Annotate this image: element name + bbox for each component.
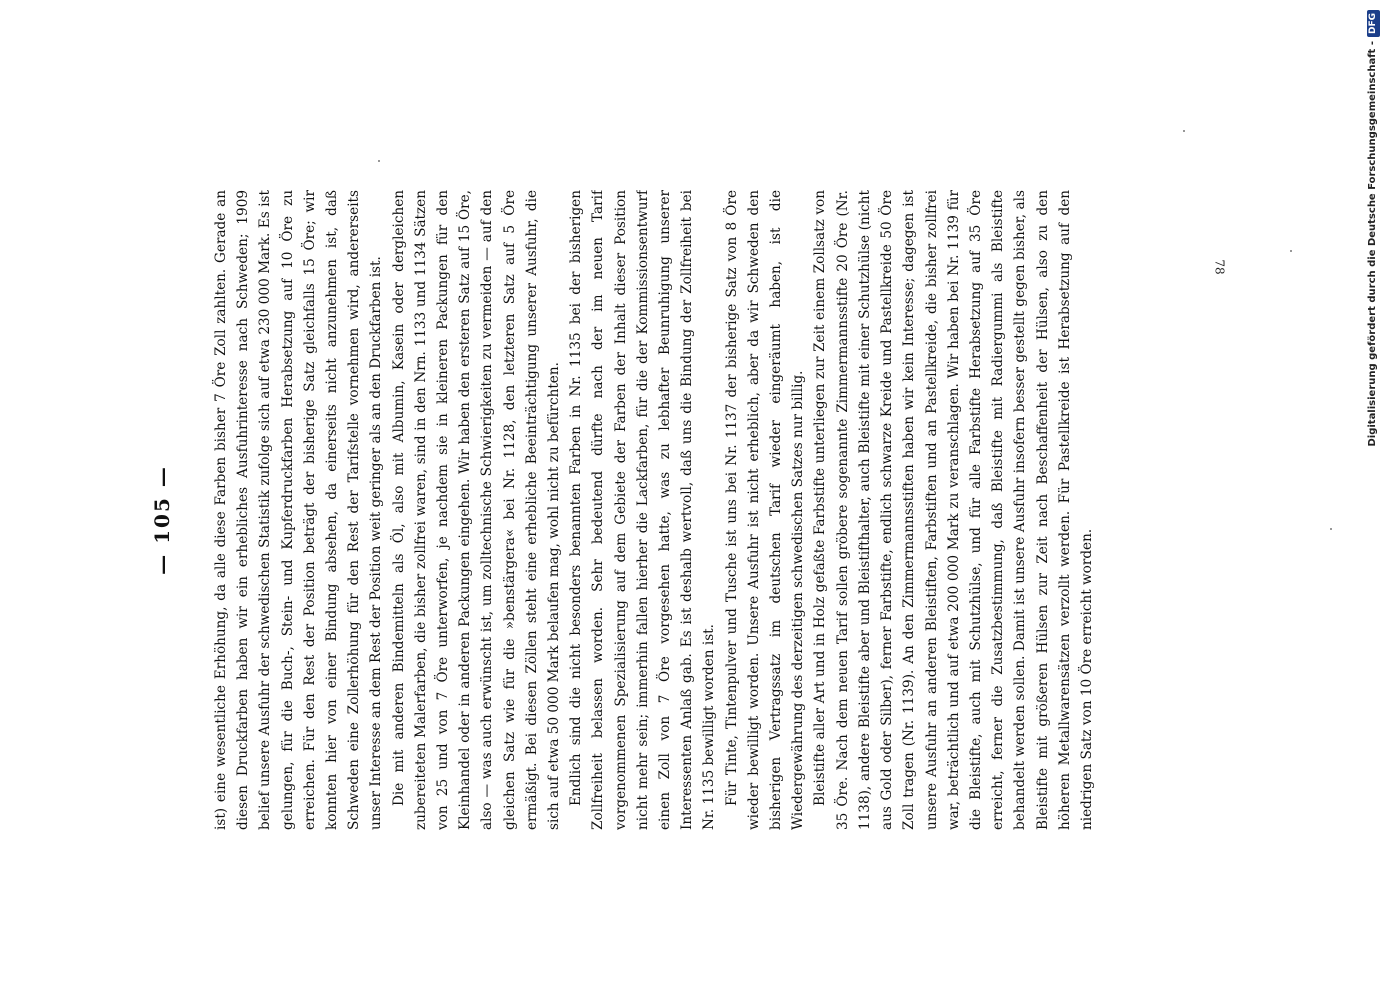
signature-number: 78 — [1212, 259, 1227, 275]
page-number-header: — 105 — — [150, 465, 174, 575]
scan-speck — [1330, 528, 1332, 530]
paragraph-1: ist) eine wesentliche Erhöhung, da alle diese Farben bisher 7 Öre Zoll zahlten. Gerade an diesen Druckfarben haben wir ein erhebliches Ausfuhrinteresse nach Schweden; 1909 belief unsere Ausfuhr der schwedischen Statistik zufolge sich auf etwa 230 000 Mark. Es ist gelungen, für die Buch-, Stein- und Kupferdruckfarben Herabsetzung auf 10 Öre zu erreichen. Für den Rest der Position beträgt der bisherige Satz gleichfalls 15 Öre; wir konnten hier von einer Bindung absehen, da einerseits nicht anzunehmen ist, daß Schweden eine Zollerhöhung für den Rest der Tarifstelle vornehmen wird, andererseits unser Interesse an dem Rest der Position weit geringer als an den Druckfarben ist. — [213, 190, 385, 830]
digitization-credit — [1365, 10, 1381, 990]
paragraph-2: Die mit anderen Bindemitteln als Öl, also mit Albumin, Kasein oder dergleichen zubereiteten Malerfarben, die bisher zollfrei waren, sind in den Nrn. 1133 und 1134 Sätzen von 25 und von 7 Öre unterworfen, je nachdem sie in kleineren Packungen für den Kleinhandel oder in anderen Packungen eingehen. Wir haben den ersteren Satz auf 15 Öre, also — was auch erwünscht ist, um zolltechnische Schwierigkeiten zu vermeiden — auf den gleichen Satz wie für die »benstärgera« bei Nr. 1128, den letzteren Satz auf 5 Öre ermäßigt. Bei diesen Zöllen steht eine erhebliche Beeinträchtigung unserer Ausfuhr, die sich auf etwa 50 000 Mark belaufen mag, wohl nicht zu befürchten. — [390, 190, 563, 830]
body-text — [210, 190, 1220, 830]
credit-line — [1365, 10, 1381, 990]
credit-text: Digitalisierung gefördert durch die Deutsche Forschungsgemeinschaft - — [1367, 41, 1378, 447]
rotated-text-block — [150, 180, 1230, 850]
paragraph-4: Für Tinte, Tintenpulver und Tusche ist uns bei Nr. 1137 der bisherige Satz von 8 Öre wieder bewilligt worden. Unsere Ausfuhr ist nicht erheblich, aber da wir Schweden den bisherigen Vertragssatz im deutschen Tarif wieder eingeräumt haben, ist die Wiedergewährung des derzeitigen schwedischen Satzes nur billig. — [723, 190, 807, 830]
paragraph-5: Bleistifte aller Art und in Holz gefaßte Farbstifte unterliegen zur Zeit einem Zollsatz von 35 Öre. Nach dem neuen Tarif sollen gröbere sogenannte Zimmermannsstifte 20 Öre (Nr. 1138), andere Bleistifte aber und Bleistifthalter, auch Bleistifte mit einer Schutzhülse (nicht aus Gold oder Silber), ferner Farbstifte, endlich schwarze Kreide und Pastellkreide 50 Öre Zoll tragen (Nr. 1139). An den Zimmermannsstiften haben wir kein Interesse; dagegen ist unsere Ausfuhr an anderen Bleistiften, Farbstiften und an Pastellkreide, die bisher zollfrei war, beträchtlich und auf etwa 200 000 Mark zu veranschlagen. Wir haben bei Nr. 1139 für die Bleistifte, auch mit Schutzhülse, und für alle Farbstifte Herabsetzung auf 35 Öre erreicht, ferner die Zusatzbestimmung, daß Bleistifte mit Radiergummi als Bleistifte behandelt werden sollen. Damit ist unsere Ausfuhr insofern besser gestellt gegen bisher, als Bleistifte mit größeren Hülsen zur Zeit nach Beschaffenheit der Hülsen, also zu den höheren Metallwarensätzen verzollt werden. Für Pastellkreide ist Herabsetzung auf den niedrigen Satz von 10 Öre erreicht worden. — [812, 190, 1095, 830]
paragraph-3: Endlich sind die nicht besonders benannten Farben in Nr. 1135 bei der bisherigen Zollfreiheit belassen worden. Sehr bedeutend dürfte nach der im neuen Tarif vorgenommenen Spezialisierung auf dem Gebiete der Farben der Inhalt dieser Position nicht mehr sein; immerhin fallen hierher die Lackfarben, für die der Kommissionsentwurf einen Zoll von 7 Öre vorgesehen hatte, was zu lebhafter Beunruhigung unserer Interessenten Anlaß gab. Es ist deshalb wertvoll, daß uns die Bindung der Zollfreiheit bei Nr. 1135 bewilligt worden ist. — [568, 190, 718, 830]
page-content — [150, 180, 1230, 860]
dfg-logo-icon: DFG — [1367, 10, 1380, 37]
scan-speck — [1183, 130, 1185, 132]
scan-speck — [378, 160, 380, 162]
scan-speck — [1290, 250, 1292, 252]
